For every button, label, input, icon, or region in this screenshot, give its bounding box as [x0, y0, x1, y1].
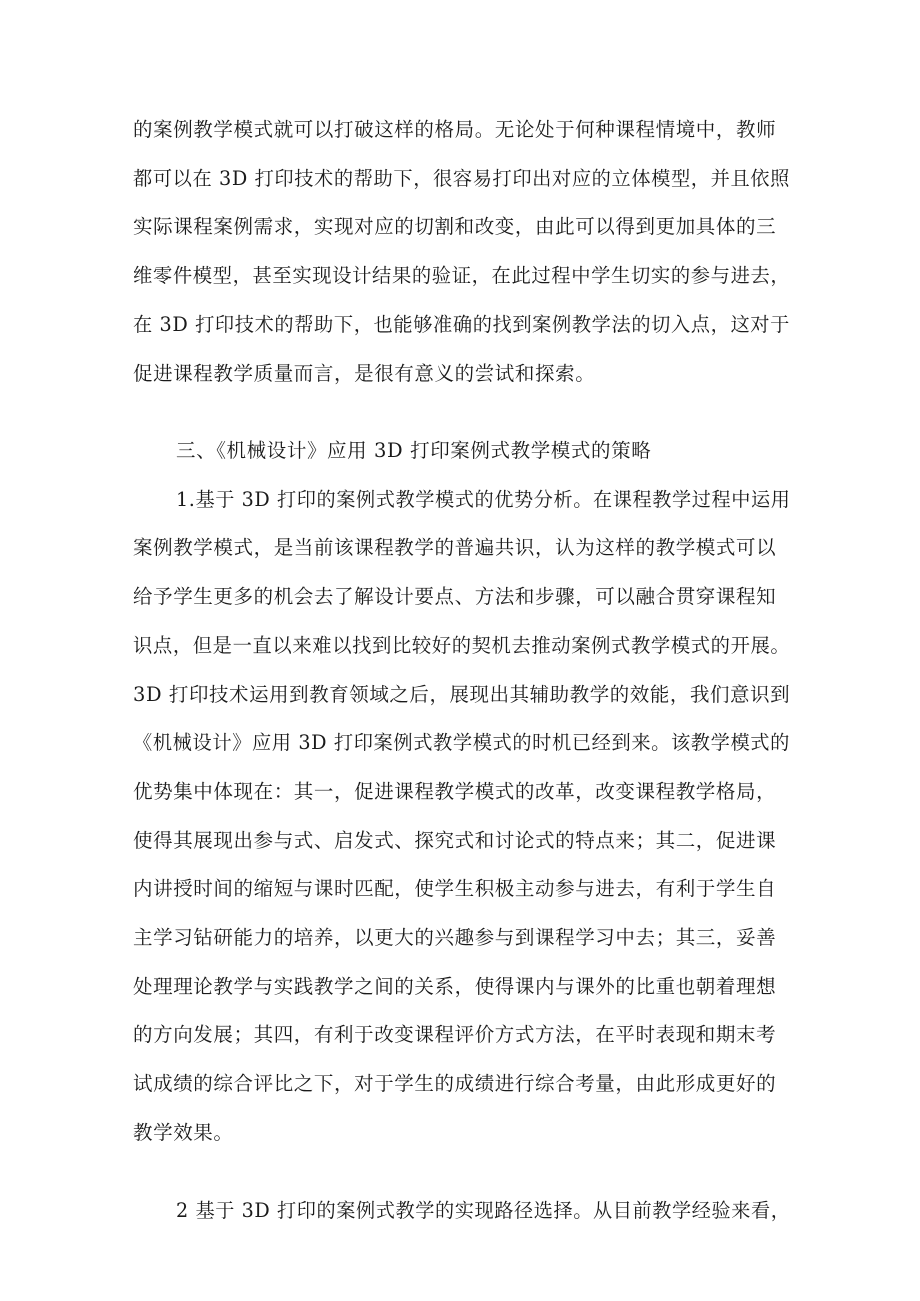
text-line: 给予学生更多的机会去了解设计要点、方法和步骤，可以融合贯穿课程知 [133, 585, 777, 608]
text-line: 实际课程案例需求，实现对应的切割和改变，由此可以得到更加具体的三 [133, 215, 777, 238]
text-line: 3D 打印技术运用到教育领域之后，展现出其辅助教学的效能，我们意识到 [133, 683, 791, 706]
text-line: 教学效果。 [133, 1121, 234, 1144]
section-heading: 三、《机械设计》应用 3D 打印案例式教学模式的策略 [176, 439, 652, 462]
text-line: 在 3D 打印技术的帮助下，也能够准确的找到案例教学法的切入点，这对于 [133, 313, 790, 336]
text-line: 《机械设计》应用 3D 打印案例式教学模式的时机已经到来。该教学模式的 [133, 731, 790, 754]
text-line: 的方向发展；其四，有利于改变课程评价方式方法，在平时表现和期末考 [133, 1023, 777, 1046]
text-line: 处理理论教学与实践教学之间的关系，使得课内与课外的比重也朝着理想 [133, 975, 777, 998]
paragraph-first-line: 1.基于 3D 打印的案例式教学模式的优势分析。在课程教学过程中运用 [176, 488, 791, 511]
text-line: 的案例教学模式就可以打破这样的格局。无论处于何种课程情境中，教师 [133, 118, 777, 141]
paragraph-first-line: 2 基于 3D 打印的案例式教学的实现路径选择。从目前教学经验来看， [176, 1199, 791, 1222]
text-line: 主学习钻研能力的培养，以更大的兴趣参与到课程学习中去；其三，妥善 [133, 926, 777, 949]
text-line: 案例教学模式，是当前该课程教学的普遍共识，认为这样的教学模式可以 [133, 536, 777, 559]
text-line: 优势集中体现在：其一，促进课程教学模式的改革，改变课程教学格局， [133, 780, 777, 803]
text-line: 识点，但是一直以来难以找到比较好的契机去推动案例式教学模式的开展。 [133, 634, 791, 657]
text-line: 试成绩的综合评比之下，对于学生的成绩进行综合考量，由此形成更好的 [133, 1072, 777, 1095]
text-line: 使得其展现出参与式、启发式、探究式和讨论式的特点来；其二，促进课 [133, 829, 777, 852]
text-line: 内讲授时间的缩短与课时匹配，使学生积极主动参与进去，有利于学生自 [133, 877, 777, 900]
text-line: 都可以在 3D 打印技术的帮助下，很容易打印出对应的立体模型，并且依照 [133, 167, 790, 190]
text-line: 促进课程教学质量而言，是很有意义的尝试和探索。 [133, 362, 596, 385]
text-line: 维零件模型，甚至实现设计结果的验证，在此过程中学生切实的参与进去， [133, 264, 791, 287]
